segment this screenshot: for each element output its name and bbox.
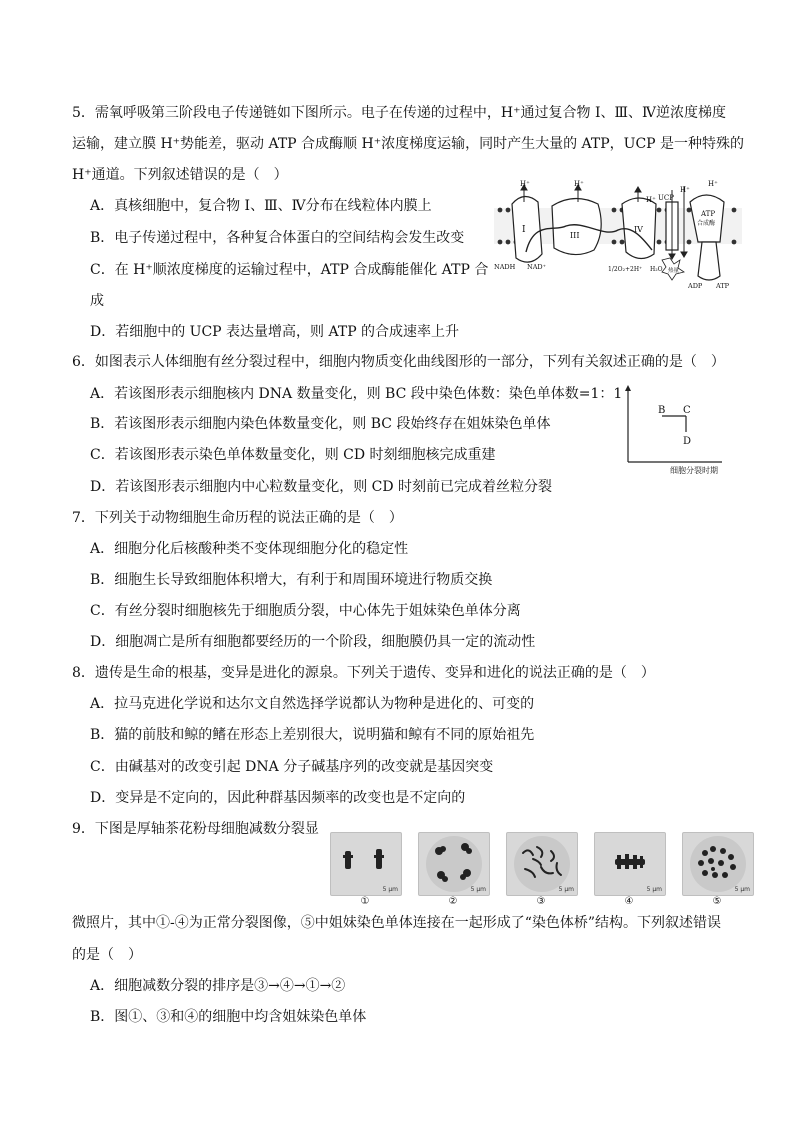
q8-option-a: A．拉马克进化学说和达尔文自然选择学说都认为物种是进化的、可变的 — [90, 696, 535, 712]
q5-stem-line1: 5．需氧呼吸第三阶段电子传递链如下图所示。电子在传递的过程中，H⁺通过复合物 I、Ⅲ、Ⅳ逆浓度梯度 — [72, 105, 726, 121]
scale-bar-2: 5 μm — [470, 886, 486, 893]
h-plus-label-4: H⁺ — [680, 186, 690, 194]
complex-iii-shape — [552, 198, 601, 254]
nadh-label: NADH — [494, 263, 516, 271]
adp-label: ADP — [688, 282, 703, 290]
micrograph-2 — [418, 832, 490, 896]
q5-option-a: A．真核细胞中，复合物 I、Ⅲ、Ⅳ分布在线粒体内膜上 — [90, 198, 432, 214]
scale-bar-3: 5 μm — [558, 886, 574, 893]
h-plus-label-1: H⁺ — [520, 180, 530, 188]
atp-synthase-base-shape — [698, 242, 720, 280]
scale-bar-4: 5 μm — [646, 886, 662, 893]
q6-step-graph — [618, 384, 728, 476]
atp-output-label: ATP — [716, 282, 730, 290]
q7-option-b: B．细胞生长导致细胞体积增大，有利于和周围环境进行物质交换 — [90, 572, 493, 588]
complex-i-label: I — [522, 225, 526, 235]
q8-stem: 8．遗传是生命的根基，变异是进化的源泉。下列关于遗传、变异和进化的说法正确的是（ ） — [72, 665, 655, 681]
micrograph-label-1: ① — [360, 896, 370, 907]
complex-iv-label: IV — [634, 225, 643, 234]
q6-option-c: C．若该图形表示染色单体数量变化，则 CD 时刻细胞核完成重建 — [90, 447, 496, 463]
q6-option-d: D．若该图形表示细胞内中心粒数量变化，则 CD 时刻前已完成着丝粒分裂 — [90, 479, 553, 495]
point-b-label: B — [658, 405, 666, 416]
q8-option-b: B．猫的前肢和鲸的鳍在形态上差别很大，说明猫和鲸有不同的原始祖先 — [90, 727, 535, 743]
scale-bar-5: 5 μm — [734, 886, 750, 893]
q6-option-b: B．若该图形表示细胞内染色体数量变化，则 BC 段始终存在姐妹染色单体 — [90, 416, 551, 432]
micrograph-5 — [682, 832, 754, 896]
micrograph-label-4: ④ — [624, 896, 634, 907]
q7-stem: 7．下列关于动物细胞生命历程的说法正确的是（ ） — [72, 510, 403, 526]
micrograph-3 — [506, 832, 578, 896]
oxygen-label: 1/2O₂+2H⁺ — [608, 266, 643, 273]
y-axis-arrow — [625, 385, 631, 391]
q5-option-c-line1: C．在 H⁺顺浓度梯度的运输过程中，ATP 合成酶能催化 ATP 合 — [90, 262, 489, 278]
atp-synthase-label-1: ATP — [701, 210, 716, 218]
q5-stem-line3: H⁺通道。下列叙述错误的是（ ） — [72, 167, 288, 183]
x-axis-label: 细胞分裂时期 — [670, 466, 718, 475]
h-plus-label-3: H⁺ — [646, 196, 656, 204]
q6-option-a: A．若该图形表示细胞核内 DNA 数量变化，则 BC 段中染色体数：染色单体数=1：1 — [90, 386, 623, 402]
atp-synthase-label-2: 合成酶 — [697, 220, 716, 227]
ucp-label: UCP — [658, 194, 674, 202]
q8-option-d: D．变异是不定向的，因此种群基因频率的改变也是不定向的 — [90, 790, 466, 806]
q9-stem-line1: 9．下图是厚轴茶花粉母细胞减数分裂显 — [72, 821, 319, 837]
q6-stem: 6．如图表示人体细胞有丝分裂过程中，细胞内物质变化曲线图形的一部分，下列有关叙述正确的是（ ） — [72, 354, 725, 370]
q7-option-d: D．细胞凋亡是所有细胞都要经历的一个阶段，细胞膜仍具一定的流动性 — [90, 634, 536, 650]
h-plus-label-5: H⁺ — [708, 180, 718, 188]
q9-option-b: B．图①、③和④的细胞中均含姐妹染色单体 — [90, 1009, 367, 1025]
q9-stem-line2: 微照片，其中①-④为正常分裂图像，⑤中姐妹染色单体连接在一起形成了“染色体桥”结构。下列叙述错误 — [72, 915, 722, 931]
q9-stem-line3: 的是（ ） — [72, 947, 142, 963]
micrograph-1 — [330, 832, 402, 896]
scale-bar-1: 5 μm — [382, 886, 398, 893]
h-plus-label-2: H⁺ — [574, 180, 584, 188]
electron-transport-chain-figure — [494, 180, 742, 292]
q5-option-b: B．电子传递过程中，各种复合体蛋白的空间结构会发生改变 — [90, 230, 465, 246]
q5-option-c-line2: 成 — [90, 293, 104, 309]
micrograph-4 — [594, 832, 666, 896]
micrograph-label-3: ③ — [536, 896, 546, 907]
q5-stem-line2: 运输，建立膜 H⁺势能差，驱动 ATP 合成酶顺 H⁺浓度梯度运输，同时产生大量的 ATP，UCP 是一种特殊的 — [72, 136, 745, 152]
complex-i-shape — [512, 196, 542, 262]
q8-option-c: C．由碱基对的改变引起 DNA 分子碱基序列的改变就是基因突变 — [90, 759, 494, 775]
heat-label: 热量 — [668, 268, 680, 274]
nad-label: NAD⁺ — [527, 263, 547, 271]
point-d-label: D — [683, 436, 692, 447]
q5-option-d: D．若细胞中的 UCP 表达量增高，则 ATP 的合成速率上升 — [90, 324, 460, 340]
micrograph-label-5: ⑤ — [712, 896, 722, 907]
q7-option-a: A．细胞分化后核酸种类不变体现细胞分化的稳定性 — [90, 541, 409, 557]
point-c-label: C — [683, 405, 691, 416]
water-label: H₂O — [650, 266, 663, 273]
q7-option-c: C．有丝分裂时细胞核先于细胞质分裂，中心体先于姐妹染色单体分离 — [90, 603, 521, 619]
q9-option-a: A．细胞减数分裂的排序是③→④→①→② — [90, 978, 346, 994]
complex-iii-label: III — [570, 231, 580, 240]
micrograph-label-2: ② — [448, 896, 458, 907]
